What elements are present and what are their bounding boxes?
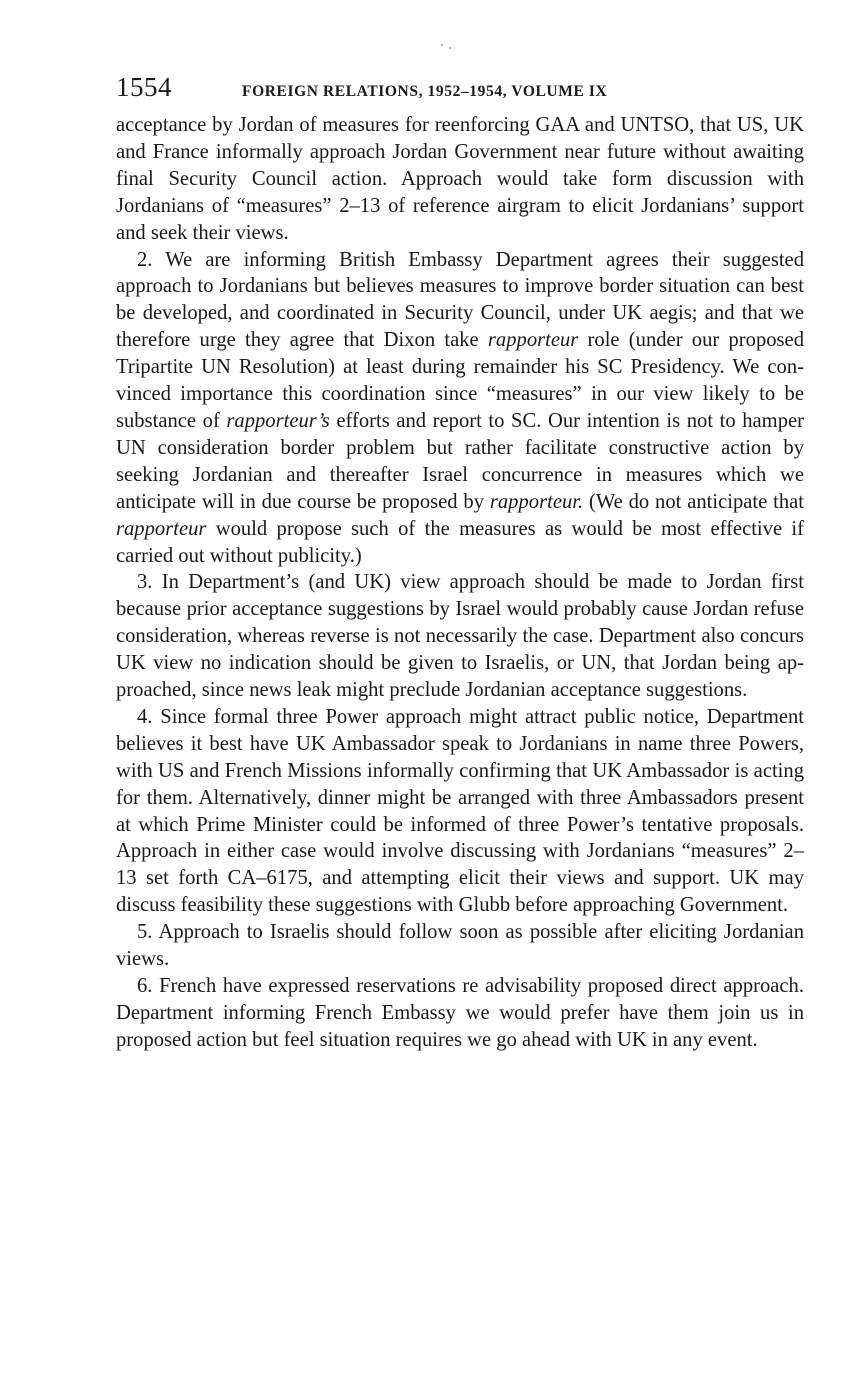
paragraph-6: 6. French have expressed reservations re advisability proposed direct approach. Department informing French Embassy we would prefer have them join us in proposed action but feel situation requires we go ahead with UK in any event. (116, 975, 804, 1051)
italic-term: rapporteur (116, 517, 207, 540)
scan-speck (441, 44, 443, 46)
text-run: efforts and report to SC. Our intention is not to hamper UN consideration border problem but rather facilitate constructive action by seeking Jordanian and thereafter Israel concurrence in measures which we anticipate will in due course be proposed by (116, 409, 804, 513)
text-run: role (under our proposed Tripartite UN Resolution) at least during remainder his SC Presidency. We convinced importance this coordination since “measures” in our view likely to be substance of (116, 329, 804, 432)
italic-term: rapporteur. (489, 490, 584, 513)
running-head-title: FOREIGN RELATIONS, 1952–1954, VOLUME IX (242, 83, 608, 100)
scan-speck (449, 47, 451, 49)
page-content (116, 72, 804, 1054)
italic-term: rapporteur (487, 329, 579, 352)
text-run: 2. We are informing British Embassy Department agrees their suggested approach to Jordanians but believes measures to improve border situation can best be developed, and coordinated in Security Council, under UK aegis; and that we therefore urge they agree that Dixon take (116, 248, 804, 352)
paragraph-continuation: acceptance by Jordan of measures for reenforcing GAA and UNTSO, that US, UK and France informally approach Jordan Government near future without awaiting final Security Council action. Approach would take form discussion with Jordanians of “measures” 2–13 of reference airgram to elicit Jordanians’ support and seek their views. (116, 114, 804, 244)
running-head (116, 72, 804, 112)
body-text (116, 112, 804, 1054)
page-number: 1554 (116, 72, 172, 102)
paragraph-4: 4. Since formal three Power approach might attract public notice, Department believes it best have UK Ambassador speak to Jordanians in name three Powers, with US and French Missions informally confirming that UK Ambassador is acting for them. Alternatively, dinner might be arranged with three Ambassadors present at which Prime Minister could be informed of three Power’s tentative proposals. Approach in either case would involve discussing with Jordanians “measures” 2–13 set forth CA–6175, and attempting elicit their views and support. UK may discuss feasibility these suggestions with Glubb before approaching Government. (116, 705, 804, 917)
text-run: would propose such of the measures as would be most effective if carried out without publicity.) (116, 517, 804, 567)
italic-term: rapporteur’s (226, 409, 330, 432)
text-run: (We do not anticipate that (583, 490, 804, 513)
paragraph-2 (116, 247, 804, 570)
paragraph-5: 5. Approach to Israelis should follow soon as possible after eliciting Jordanian views. (116, 921, 804, 971)
paragraph-3: 3. In Department’s (and UK) view approach should be made to Jordan first because prior acceptance suggestions by Israel would probably cause Jordan refuse consideration, whereas reverse is not necessarily the case. Department also concurs UK view no indication should be given to Israelis, or UN, that Jordan being approached, since news leak might preclude Jordanian acceptance suggestions. (116, 571, 804, 702)
